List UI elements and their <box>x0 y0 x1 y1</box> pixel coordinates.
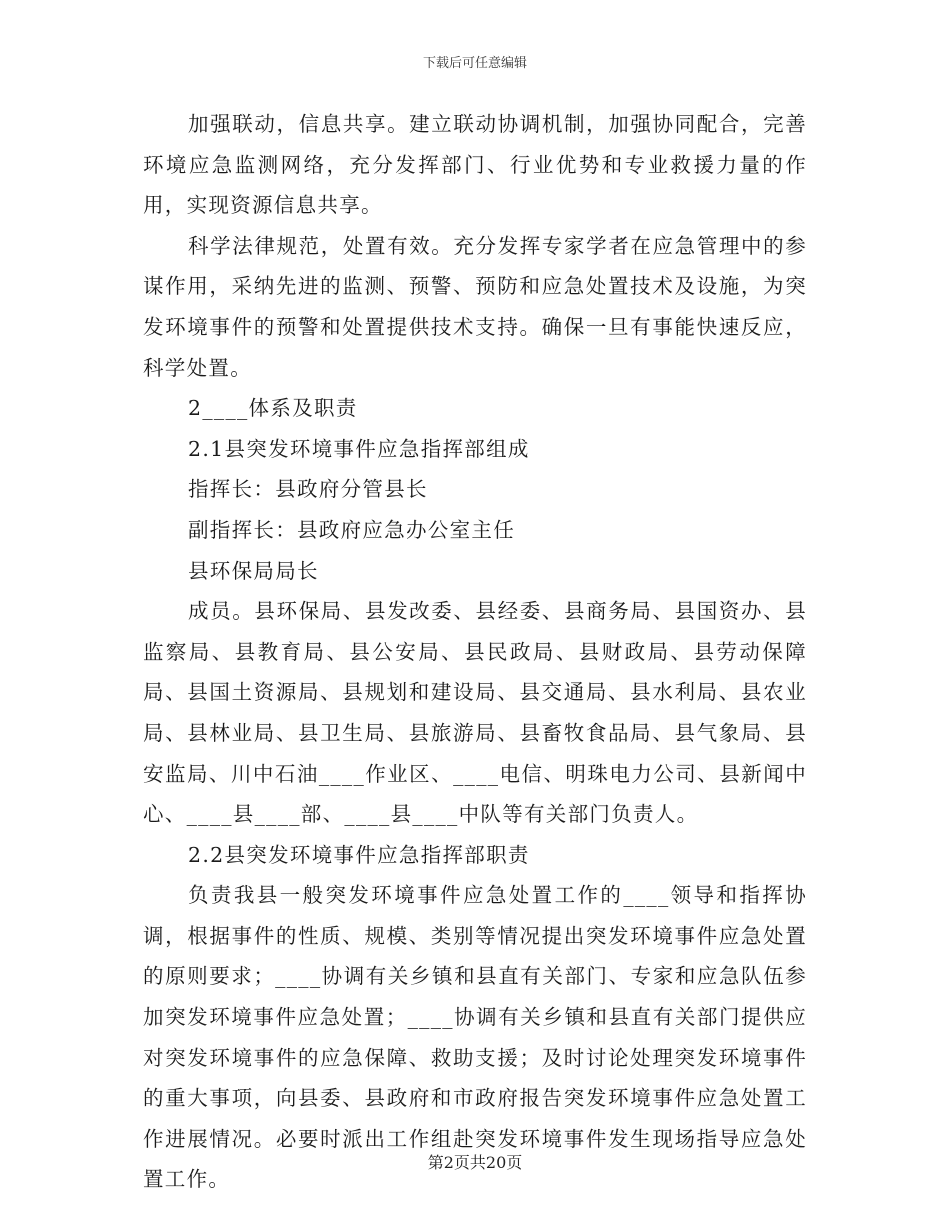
page-number: 第2页共20页 <box>427 1153 523 1172</box>
paragraph-epb-director: 县环保局局长 <box>188 558 319 583</box>
paragraph-commander: 指挥长：县政府分管县长 <box>188 477 428 502</box>
paragraph-duties: 负责我县一般突发环境事件应急处置工作的____领导和指挥协调，根据事件的性质、规模、类别等情况提出突发环境事件应急处置的原则要求；____协调有关乡镇和县直有关部门、专家和应急队伍参加突发环境事件应急处置；____协调有关乡镇和县直有关部门提供应对突发环境事件的应急保障、救助支援；及时讨论处理突发环境事件的重大事项，向县委、县政府和市政府报告突发环境事件应急处置工作进展情况。必要时派出工作组赴突发环境事件发生现场指导应急处置工作。 <box>143 883 807 1192</box>
subsection-heading-duties: 2.2县突发环境事件应急指挥部职责 <box>188 842 530 867</box>
paragraph-science-law: 科学法律规范，处置有效。充分发挥专家学者在应急管理中的参谋作用，采纳先进的监测、预警、预防和应急处置技术及设施，为突发环境事件的预警和处置提供技术支持。确保一旦有事能快速反应，科学处置。 <box>143 233 807 380</box>
document-body <box>143 104 807 1200</box>
section-heading-system: 2____体系及职责 <box>188 396 358 421</box>
paragraph-linkage: 加强联动，信息共享。建立联动协调机制，加强协同配合，完善环境应急监测网络，充分发挥部门、行业优势和专业救援力量的作用，实现资源信息共享。 <box>143 112 807 218</box>
paragraph-members: 成员。县环保局、县发改委、县经委、县商务局、县国资办、县监察局、县教育局、县公安局、县民政局、县财政局、县劳动保障局、县国土资源局、县规划和建设局、县交通局、县水利局、县农业局、县林业局、县卫生局、县旅游局、县畜牧食品局、县气象局、县安监局、川中石油____作业区、____电信、明珠电力公司、县新闻中心、____县____部、____县____中队等有关部门负责人。 <box>143 599 807 827</box>
paragraph-deputy-commander: 副指挥长：县政府应急办公室主任 <box>188 517 515 542</box>
page-header: 下载后可任意编辑 <box>422 56 527 71</box>
subsection-heading-composition: 2.1县突发环境事件应急指挥部组成 <box>188 436 530 461</box>
